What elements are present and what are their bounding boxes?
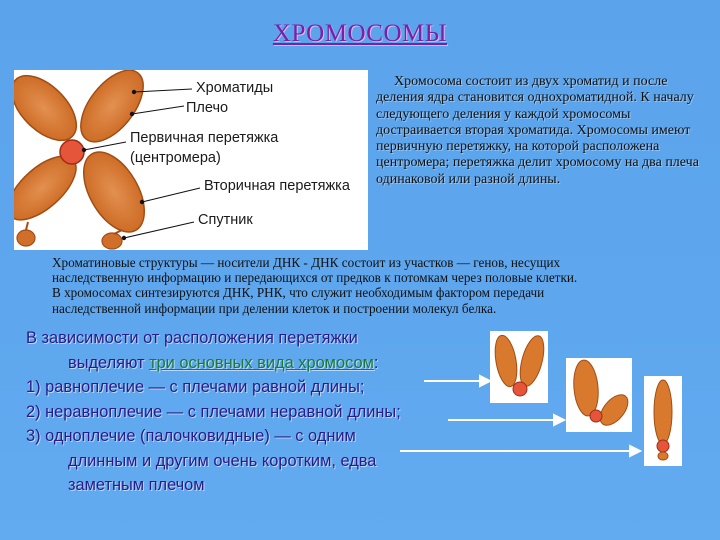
label-secondary-constriction: Вторичная перетяжка — [204, 178, 350, 194]
arrow-single-arm-icon — [400, 446, 640, 456]
unequal-arm-chromosome-image — [566, 358, 632, 432]
type-item-3-line-1: 3) одноплечие (палочковидные) — с одним — [26, 427, 356, 445]
label-satellite: Спутник — [198, 212, 253, 228]
label-arm: Плечо — [186, 100, 229, 116]
chromatin-line-4: наследственной информации при делении клеток и построении молекул белка. — [52, 300, 497, 316]
type-item-1: 1) равноплечие — с плечами равной длины; — [26, 378, 365, 396]
type-item-3-line-3: заметным плечом — [68, 476, 205, 494]
chromosome-description: Хромосома состоит из двух хроматид и после деления ядра становится однохроматидной. К началу следующего деления у каждой хромосомы достраивается вторая хроматида. Хромосомы имеют первичную перетяжку, на которой расположена центромера; перетяжка делит хромосому на два плеча одинаковой или разной длины. — [376, 74, 699, 187]
types-intro-suffix: : — [373, 353, 379, 372]
label-primary-constriction: Первичная перетяжка — [130, 130, 279, 146]
unequal-arm-chromosome-icon — [566, 358, 632, 432]
label-centromere: (центромера) — [130, 150, 221, 166]
page-title: ХРОМОСОМЫ — [272, 20, 448, 47]
chromatin-line-2: наследственную информацию и передающихся от предков к потомкам через половые клетки. — [52, 270, 578, 286]
types-link[interactable]: три основных вида хромосом — [149, 353, 374, 372]
arrow-equal-arms-icon — [424, 376, 490, 386]
type-item-3-line-2: длинным и другим очень коротким, едва — [68, 451, 377, 470]
types-intro-prefix: выделяют — [68, 353, 150, 372]
single-arm-chromosome-image — [644, 376, 682, 466]
chromatin-line-1: Хроматиновые структуры — носители ДНК - ДНК состоит из участков — генов, несущих — [52, 255, 561, 270]
label-chromatids: Хроматиды — [196, 80, 274, 96]
arrow-unequal-arms-icon — [448, 415, 564, 425]
equal-arm-chromosome-image — [490, 331, 548, 403]
equal-arm-chromosome-icon — [490, 331, 548, 403]
types-intro-1: В зависимости от расположения перетяжки — [26, 329, 358, 347]
chromatin-line-3: В хромосомах синтезируются ДНК, РНК, что служит необходимым фактором передачи — [52, 285, 545, 301]
type-item-2: 2) неравноплечие — с плечами неравной длины; — [26, 402, 401, 421]
single-arm-chromosome-icon — [644, 376, 682, 466]
